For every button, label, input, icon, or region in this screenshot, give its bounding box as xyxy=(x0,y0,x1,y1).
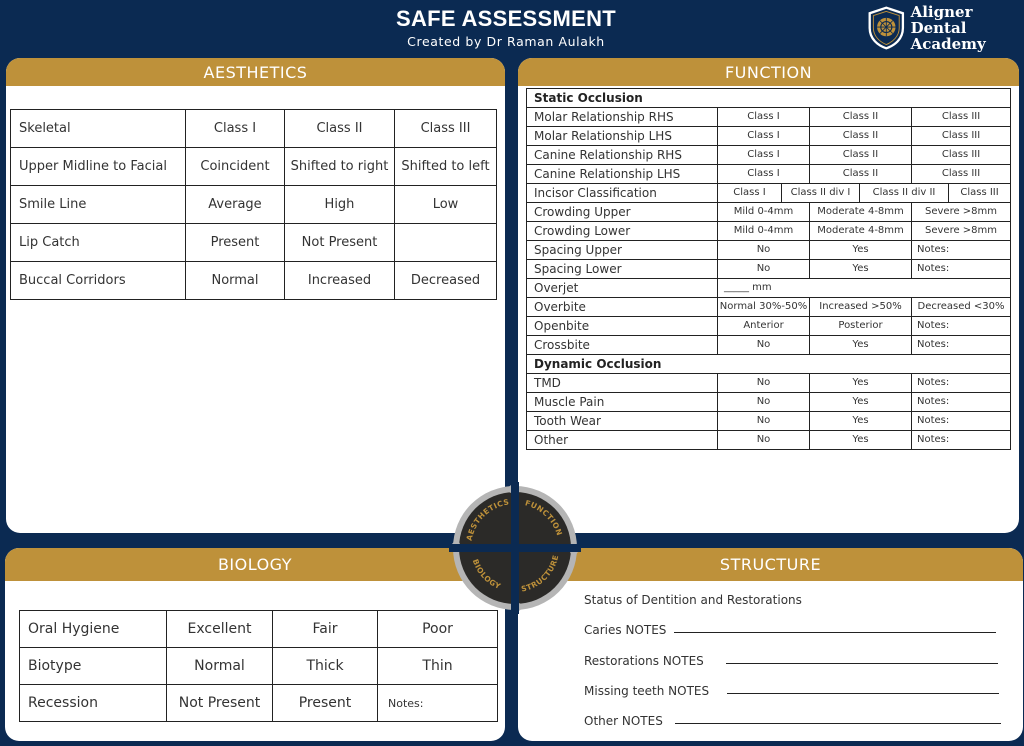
table-row xyxy=(527,241,1011,260)
structure-subheading xyxy=(584,593,802,607)
page-subtitle: Created by Dr Raman Aulakh xyxy=(407,34,605,49)
option-cell[interactable]: Thin xyxy=(378,648,498,685)
option-cell[interactable]: Present xyxy=(273,685,378,722)
option-cell[interactable]: Normal xyxy=(167,648,273,685)
option-cell[interactable]: Yes xyxy=(810,412,912,431)
shield-icon xyxy=(866,4,907,52)
caries-notes-label: Caries NOTES xyxy=(584,623,667,637)
table-row xyxy=(11,186,497,224)
table-row xyxy=(527,127,1011,146)
row-label: Crossbite xyxy=(527,336,718,355)
option-cell[interactable]: Yes xyxy=(810,241,912,260)
restorations-notes-line[interactable] xyxy=(726,663,998,664)
static-occlusion-heading: Static Occlusion xyxy=(527,89,1011,108)
missing-teeth-notes-line[interactable] xyxy=(727,693,999,694)
option-cell[interactable]: No xyxy=(718,431,810,450)
option-cell[interactable]: Class III xyxy=(912,108,1011,127)
option-cell[interactable]: Shifted to left xyxy=(395,148,497,186)
row-label: Openbite xyxy=(527,317,718,336)
table-row xyxy=(527,146,1011,165)
wheel-label-biology: BIOLOGY xyxy=(470,557,503,592)
row-label: Canine Relationship LHS xyxy=(527,165,718,184)
table-row xyxy=(20,648,498,685)
option-cell[interactable]: Normal xyxy=(186,262,285,300)
notes-cell[interactable]: Notes: xyxy=(912,336,1011,355)
row-label: TMD xyxy=(527,374,718,393)
function-heading: FUNCTION xyxy=(518,58,1019,86)
row-label: Incisor Classification xyxy=(527,184,718,203)
row-label: Molar Relationship RHS xyxy=(527,108,718,127)
option-cell[interactable]: Class I xyxy=(718,146,810,165)
notes-cell[interactable]: Notes: xyxy=(378,685,498,722)
table-row xyxy=(527,374,1011,393)
option-cell[interactable]: Mild 0-4mm xyxy=(718,222,810,241)
option-cell[interactable]: Not Present xyxy=(285,224,395,262)
row-label: Overjet xyxy=(527,279,718,298)
dynamic-occlusion-heading: Dynamic Occlusion xyxy=(527,355,1011,374)
table-row xyxy=(527,203,1011,222)
table-row xyxy=(527,336,1011,355)
row-label: Recession xyxy=(20,685,167,722)
option-cell[interactable] xyxy=(395,224,497,262)
table-row xyxy=(11,262,497,300)
option-cell[interactable]: Class III xyxy=(912,127,1011,146)
option-cell[interactable]: Class II xyxy=(810,108,912,127)
row-label: Crowding Lower xyxy=(527,222,718,241)
row-label: Upper Midline to Facial xyxy=(11,148,186,186)
table-row xyxy=(527,393,1011,412)
option-cell[interactable]: Increased xyxy=(285,262,395,300)
option-cell[interactable]: Class I xyxy=(186,110,285,148)
row-label: Biotype xyxy=(20,648,167,685)
function-table xyxy=(526,88,1011,450)
row-label: Muscle Pain xyxy=(527,393,718,412)
option-cell[interactable]: Severe >8mm xyxy=(912,222,1011,241)
restorations-notes-field[interactable] xyxy=(584,654,998,668)
option-cell[interactable]: Anterior xyxy=(718,317,810,336)
notes-cell[interactable]: Notes: xyxy=(912,241,1011,260)
wheel-label-function: FUNCTION xyxy=(524,498,565,538)
option-cell[interactable]: Excellent xyxy=(167,611,273,648)
row-label: Smile Line xyxy=(11,186,186,224)
notes-cell[interactable]: Notes: xyxy=(912,412,1011,431)
biology-table xyxy=(19,610,498,722)
other-notes-label: Other NOTES xyxy=(584,714,663,728)
option-cell[interactable]: No xyxy=(718,374,810,393)
option-cell[interactable]: Mild 0-4mm xyxy=(718,203,810,222)
table-row xyxy=(20,685,498,722)
structure-heading: STRUCTURE xyxy=(518,548,1023,581)
aesthetics-panel xyxy=(6,58,505,533)
section-row xyxy=(527,355,1011,374)
row-label: Tooth Wear xyxy=(527,412,718,431)
table-row xyxy=(527,260,1011,279)
row-label: Overbite xyxy=(527,298,718,317)
option-cell[interactable]: Decreased xyxy=(395,262,497,300)
logo-text-line1: Aligner Dental xyxy=(910,3,973,37)
option-cell[interactable]: Decreased <30% xyxy=(912,298,1011,317)
option-cell[interactable]: Poor xyxy=(378,611,498,648)
option-cell[interactable]: Yes xyxy=(810,431,912,450)
option-cell[interactable]: Fair xyxy=(273,611,378,648)
option-cell[interactable]: High xyxy=(285,186,395,224)
missing-teeth-notes-label: Missing teeth NOTES xyxy=(584,684,710,698)
option-cell[interactable]: Class I xyxy=(718,127,810,146)
option-cell[interactable]: No xyxy=(718,412,810,431)
option-cell[interactable]: Posterior xyxy=(810,317,912,336)
option-cell[interactable]: No xyxy=(718,241,810,260)
option-cell[interactable]: Yes xyxy=(810,336,912,355)
table-row xyxy=(527,222,1011,241)
biology-panel xyxy=(5,548,505,741)
option-cell[interactable]: Class III xyxy=(912,165,1011,184)
notes-cell[interactable]: Notes: xyxy=(912,260,1011,279)
row-label: Other xyxy=(527,431,718,450)
option-cell[interactable]: Average xyxy=(186,186,285,224)
table-row xyxy=(527,279,1011,298)
row-label: Lip Catch xyxy=(11,224,186,262)
table-row xyxy=(11,148,497,186)
option-cell[interactable]: Class II xyxy=(285,110,395,148)
option-cell[interactable]: Class II xyxy=(810,127,912,146)
table-row xyxy=(11,224,497,262)
other-notes-field[interactable] xyxy=(584,714,1001,728)
option-cell[interactable]: Class III xyxy=(949,184,1011,203)
overjet-input[interactable]: _____ mm xyxy=(718,279,1011,298)
aesthetics-heading: AESTHETICS xyxy=(6,58,505,86)
notes-cell[interactable]: Notes: xyxy=(912,393,1011,412)
option-cell[interactable]: Class I xyxy=(718,108,810,127)
option-cell[interactable]: Class II xyxy=(810,165,912,184)
option-cell[interactable]: Yes xyxy=(810,393,912,412)
row-label: Crowding Upper xyxy=(527,203,718,222)
option-cell[interactable]: Class III xyxy=(395,110,497,148)
logo-text-line2: Academy xyxy=(910,35,986,53)
row-label: Spacing Upper xyxy=(527,241,718,260)
option-cell[interactable]: Class III xyxy=(912,146,1011,165)
table-row xyxy=(527,298,1011,317)
table-row xyxy=(20,611,498,648)
safe-wheel-icon xyxy=(449,482,581,614)
option-cell[interactable]: Increased >50% xyxy=(810,298,912,317)
option-cell[interactable]: Normal 30%-50% xyxy=(718,298,810,317)
wheel-label-structure: STRUCTURE xyxy=(520,553,561,594)
row-label: Canine Relationship RHS xyxy=(527,146,718,165)
function-panel xyxy=(518,58,1019,533)
option-cell[interactable]: Yes xyxy=(810,374,912,393)
page-title: SAFE ASSESSMENT xyxy=(395,6,617,31)
other-notes-line[interactable] xyxy=(675,723,1001,724)
table-row xyxy=(527,317,1011,336)
table-row xyxy=(11,110,497,148)
option-cell[interactable]: Class II div I xyxy=(782,184,860,203)
row-label: Buccal Corridors xyxy=(11,262,186,300)
option-cell[interactable]: Present xyxy=(186,224,285,262)
row-label: Molar Relationship LHS xyxy=(527,127,718,146)
aesthetics-table xyxy=(10,109,497,300)
option-cell[interactable]: Severe >8mm xyxy=(912,203,1011,222)
row-label: Spacing Lower xyxy=(527,260,718,279)
biology-heading: BIOLOGY xyxy=(5,548,505,581)
table-row xyxy=(527,431,1011,450)
table-row xyxy=(527,165,1011,184)
option-cell[interactable]: Coincident xyxy=(186,148,285,186)
section-row xyxy=(527,89,1011,108)
row-label: Skeletal xyxy=(11,110,186,148)
option-cell[interactable]: Low xyxy=(395,186,497,224)
notes-cell[interactable]: Notes: xyxy=(912,317,1011,336)
restorations-notes-label: Restorations NOTES xyxy=(584,654,704,668)
option-cell[interactable]: Class I xyxy=(718,184,782,203)
option-cell[interactable]: No xyxy=(718,336,810,355)
notes-cell[interactable]: Notes: xyxy=(912,374,1011,393)
table-row xyxy=(527,108,1011,127)
structure-subheading-text: Status of Dentition and Restorations xyxy=(584,593,802,607)
option-cell[interactable]: Moderate 4-8mm xyxy=(810,222,912,241)
table-row xyxy=(527,184,1011,203)
structure-panel xyxy=(518,548,1023,741)
option-cell[interactable]: Class II div II xyxy=(860,184,949,203)
option-cell[interactable]: Class I xyxy=(718,165,810,184)
option-cell[interactable]: Shifted to right xyxy=(285,148,395,186)
option-cell[interactable]: Yes xyxy=(810,260,912,279)
option-cell[interactable]: Not Present xyxy=(167,685,273,722)
option-cell[interactable]: No xyxy=(718,260,810,279)
academy-logo xyxy=(866,4,1024,52)
wheel-label-aesthetics: AESTHETICS xyxy=(464,497,511,542)
row-label: Oral Hygiene xyxy=(20,611,167,648)
caries-notes-field[interactable] xyxy=(584,623,996,637)
table-row xyxy=(527,412,1011,431)
caries-notes-line[interactable] xyxy=(674,632,996,633)
option-cell[interactable]: No xyxy=(718,393,810,412)
notes-cell[interactable]: Notes: xyxy=(912,431,1011,450)
option-cell[interactable]: Class II xyxy=(810,146,912,165)
missing-teeth-notes-field[interactable] xyxy=(584,684,999,698)
option-cell[interactable]: Moderate 4-8mm xyxy=(810,203,912,222)
option-cell[interactable]: Thick xyxy=(273,648,378,685)
